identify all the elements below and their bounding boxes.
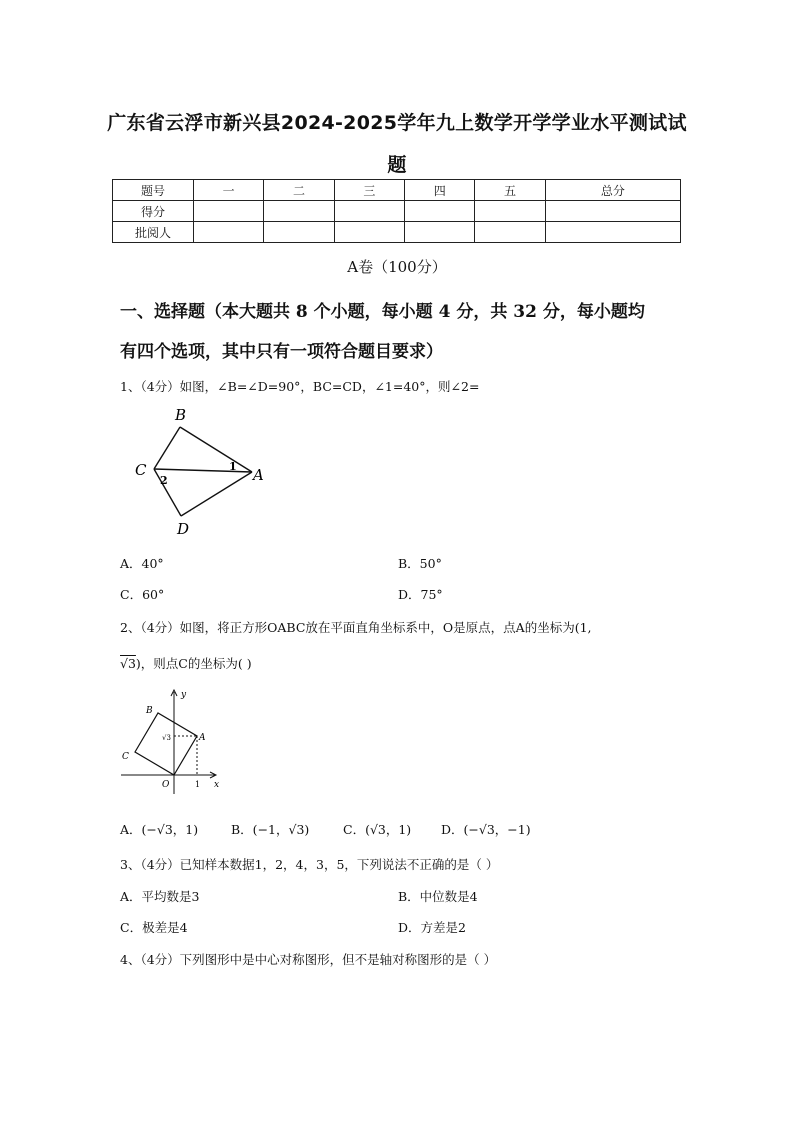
score-cell [264, 222, 334, 243]
label-a: A [253, 466, 264, 484]
label-d: D [177, 520, 190, 538]
label-y: y [181, 690, 187, 700]
score-cell [405, 222, 475, 243]
score-cell [475, 201, 545, 222]
label-b: B [175, 406, 187, 424]
header-cell: 总分 [545, 180, 680, 201]
q3-option-d: D．方差是2 [398, 920, 466, 935]
score-table-header-row [113, 180, 681, 201]
score-cell [194, 222, 264, 243]
q1-option-d: D．75° [398, 587, 443, 602]
question-2-figure [117, 686, 227, 798]
question-1-figure [125, 402, 275, 542]
row-label: 批阅人 [113, 222, 194, 243]
header-cell: 一 [194, 180, 264, 201]
section1-heading-line1: 一、选择题（本大题共 8 个小题，每小题 4 分，共 32 分，每小题均 [120, 302, 645, 322]
header-cell: 五 [475, 180, 545, 201]
question-3-text: 3、（4分）已知样本数据1，2，4，3，5，下列说法不正确的是（ ） [120, 857, 499, 872]
score-cell [194, 201, 264, 222]
label-o: O [162, 780, 170, 790]
q3-option-a: A．平均数是3 [120, 889, 200, 904]
question-2-text-line2-rest: )，则点C的坐标为( ) [135, 656, 252, 671]
sqrt3-symbol: √3 [120, 656, 136, 671]
square-oabc [135, 713, 197, 775]
score-cell [475, 222, 545, 243]
label-angle-2: 2 [160, 474, 168, 487]
header-cell: 三 [334, 180, 404, 201]
q3-option-b: B．中位数是4 [398, 889, 478, 904]
score-cell [405, 201, 475, 222]
q2-option-b: B．(−1，√3) [231, 822, 310, 837]
score-row [113, 201, 681, 222]
question-2-text-line2 [120, 654, 252, 672]
q2-option-c: C．(√3，1) [343, 822, 412, 837]
header-cell: 题号 [113, 180, 194, 201]
segment-da [181, 472, 252, 516]
score-cell [545, 222, 680, 243]
score-cell [545, 201, 680, 222]
label-c: C [135, 461, 147, 479]
q3-option-c: C．极差是4 [120, 920, 188, 935]
label-sqrt3: √3 [162, 734, 171, 742]
label-c: C [122, 752, 129, 762]
section-a-heading: A卷（100分） [347, 258, 447, 276]
document-title-line2: 题 [387, 154, 407, 176]
section1-heading-line2: 有四个选项，其中只有一项符合题目要求） [120, 342, 443, 362]
question-1-text: 1、（4分）如图，∠B=∠D=90°，BC=CD，∠1=40°，则∠2= [120, 379, 480, 394]
score-table [112, 179, 681, 243]
header-cell: 二 [264, 180, 334, 201]
score-cell [334, 201, 404, 222]
q2-option-a: A．(−√3，1) [120, 822, 199, 837]
label-angle-1: 1 [229, 460, 237, 473]
score-cell [334, 222, 404, 243]
document-title-line1: 广东省云浮市新兴县2024-2025学年九上数学开学学业水平测试试 [107, 112, 687, 134]
label-x: x [214, 780, 220, 790]
question-4-text: 4、（4分）下列图形中是中心对称图形，但不是轴对称图形的是（ ） [120, 952, 497, 967]
segment-ba [180, 427, 252, 472]
q2-option-d: D．(−√3，−1) [441, 822, 531, 837]
q1-option-c: C．60° [120, 587, 165, 602]
row-label: 得分 [113, 201, 194, 222]
q1-option-b: B．50° [398, 556, 442, 571]
label-one: 1 [195, 780, 201, 789]
label-b: B [146, 706, 153, 716]
question-2-text-line1: 2、（4分）如图，将正方形OABC放在平面直角坐标系中，O是原点，点A的坐标为(1, [120, 620, 592, 635]
q1-option-a: A．40° [120, 556, 164, 571]
segment-cb [154, 427, 180, 469]
score-cell [264, 201, 334, 222]
header-cell: 四 [405, 180, 475, 201]
reviewer-row [113, 222, 681, 243]
label-a: A [199, 733, 206, 743]
segment-ca [154, 469, 252, 472]
